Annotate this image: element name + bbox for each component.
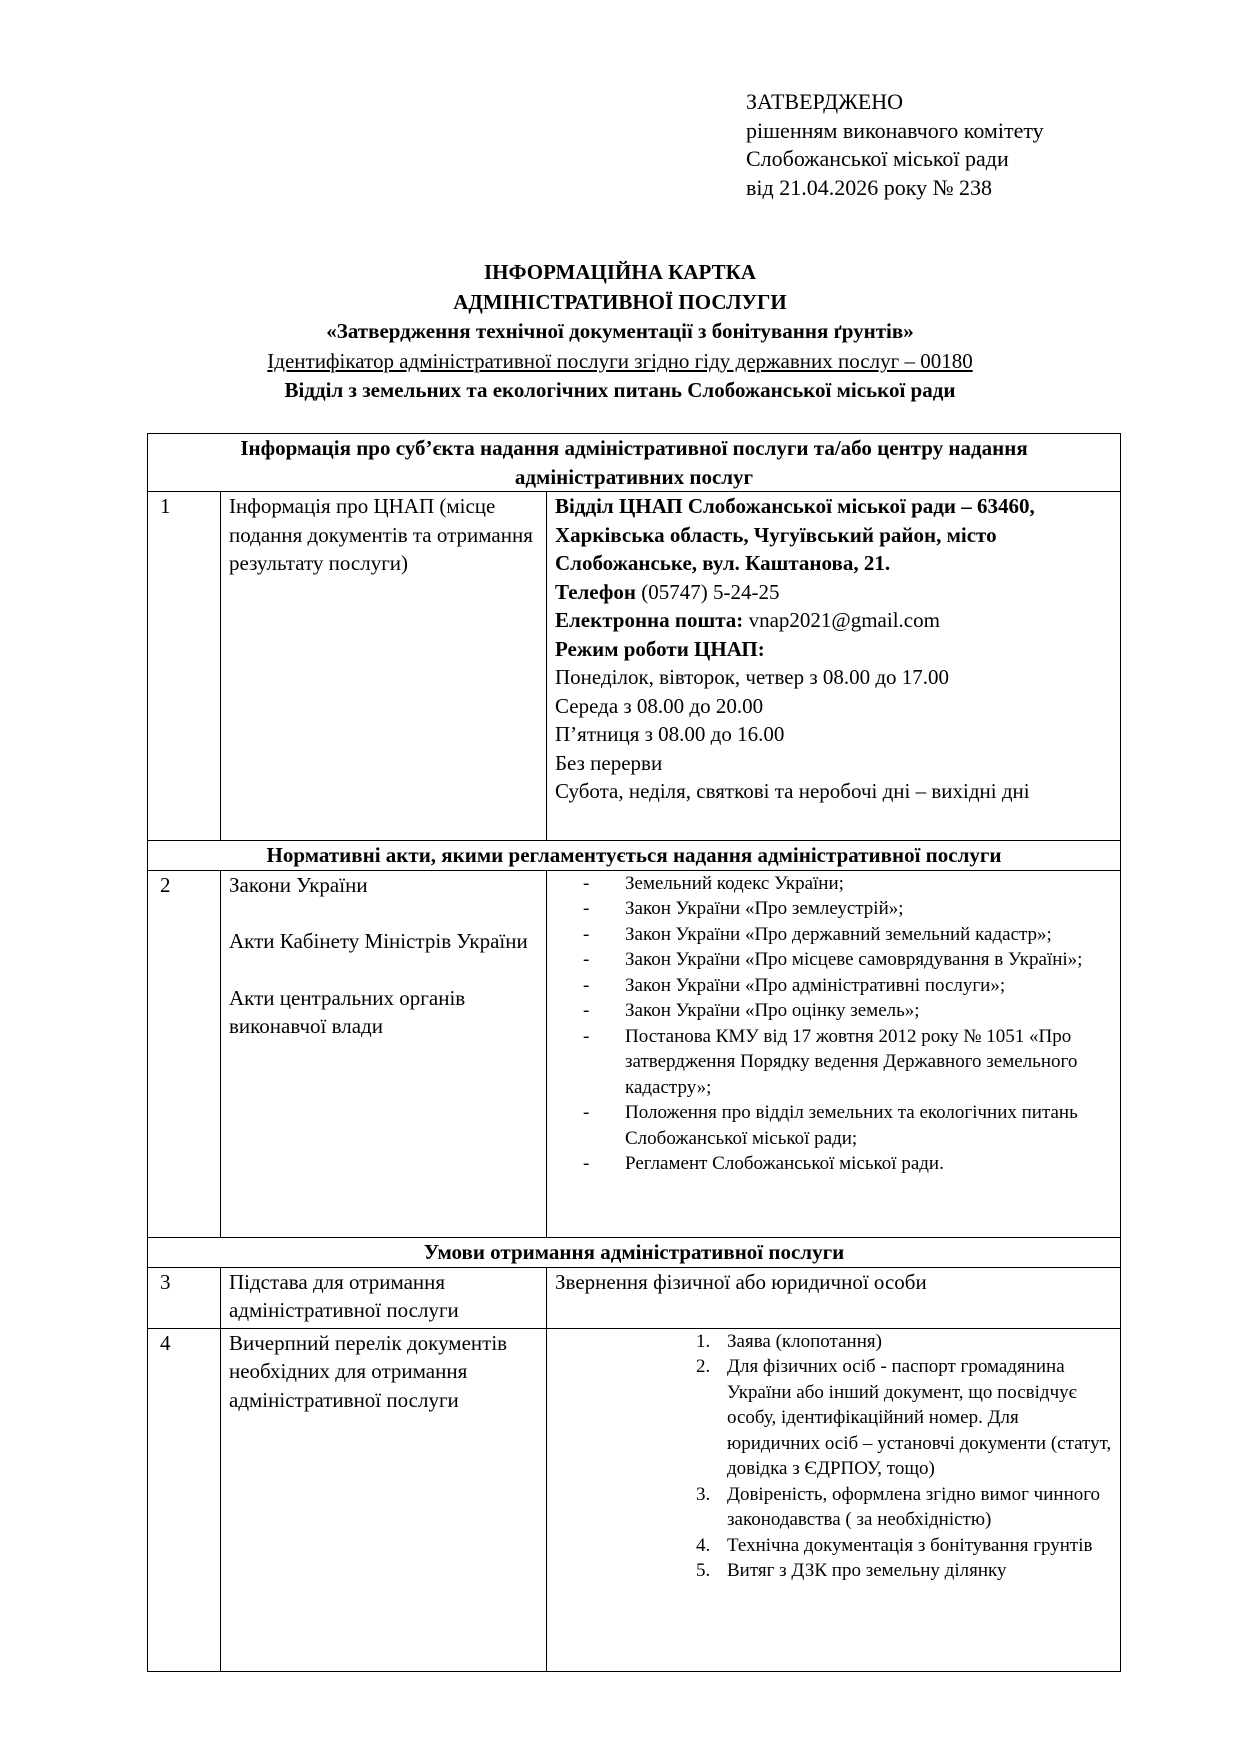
list-item: - Постанова КМУ від 17 жовтня 2012 року № 1051 «Про затвердження Порядку ведення Державного земельного кадастру»; <box>625 1024 1112 1101</box>
section-header <box>148 1237 1121 1267</box>
title: ІНФОРМАЦІЙНА КАРТКА <box>483 260 756 284</box>
phone: (05747) 5-24-25 <box>636 579 780 604</box>
info-table <box>147 433 1121 1672</box>
schedule-line: Понеділок, вівторок, четвер з 08.00 до 17.00 <box>555 665 950 689</box>
schedule-line: Субота, неділя, святкові та неробочі дні – вихідні дні <box>555 779 1030 803</box>
row-value <box>547 870 1121 1237</box>
act-category: Акти центральних органів виконавчої влади <box>229 985 466 1038</box>
schedule-line: Без перерви <box>555 750 663 775</box>
section-title: Нормативні акти, якими регламентується надання адміністративної послуги <box>148 841 1121 871</box>
subtitle: АДМІНІСТРАТИВНОЇ ПОСЛУГИ <box>453 289 787 314</box>
list-item: - Земельний кодекс України; <box>625 871 1112 897</box>
phone-label: Телефон <box>555 579 637 604</box>
row-number: 4 <box>148 1328 221 1671</box>
row-label: Інформація про ЦНАП (місце подання документів та отримання результату послуги) <box>221 492 547 841</box>
list-item: - Закон України «Про державний земельний кадастр»; <box>625 922 1112 948</box>
section-header <box>148 434 1121 492</box>
approval-stamp <box>746 88 1044 202</box>
list-item: 5. Витяг з ДЗК про земельну ділянку <box>715 1558 1112 1584</box>
list-item: 1. Заява (клопотання) <box>715 1329 1112 1355</box>
service-identifier: Ідентифікатор адміністративної послуги згідно гіду державних послуг – 00180 <box>267 348 973 373</box>
row-number: 1 <box>148 492 221 841</box>
row-value: Звернення фізичної або юридичної особи <box>547 1267 1121 1328</box>
schedule-line: П’ятниця з 08.00 до 16.00 <box>555 722 785 746</box>
cnap-address: Відділ ЦНАП Слобожанської міської ради – 63460, Харківська область, Чугуївський район, місто Слобожанське, вул. Каштанова, 21. <box>555 494 1035 575</box>
approval-line: рішенням виконавчого комітету <box>746 117 1044 143</box>
email[interactable]: vnap2021@gmail.com <box>743 608 940 632</box>
row-value <box>547 1328 1121 1671</box>
list-item: - Закон України «Про адміністративні послуги»; <box>625 973 1112 999</box>
document-header <box>0 258 1240 406</box>
department: Відділ з земельних та екологічних питань Слобожанської міської ради <box>284 378 956 402</box>
section-title: Інформація про суб’єкта надання адміністративної послуги та/або центру надання адміністративних послуг <box>148 434 1121 492</box>
row-label <box>221 870 547 1237</box>
acts-list <box>555 871 1112 1177</box>
act-category: Закони України <box>229 872 368 897</box>
service-name: «Затвердження технічної документації з бонітування ґрунтів» <box>326 319 914 343</box>
row-value <box>547 492 1121 841</box>
section-title: Умови отримання адміністративної послуги <box>148 1237 1121 1267</box>
approval-line: від 21.04.2026 року № 238 <box>746 174 993 200</box>
list-item: - Закон України «Про землеустрій»; <box>625 896 1112 922</box>
documents-list <box>555 1329 1112 1584</box>
table-row <box>148 1328 1121 1671</box>
schedule-line: Середа з 08.00 до 20.00 <box>555 693 764 718</box>
table-row <box>148 870 1121 1237</box>
row-number: 3 <box>148 1267 221 1328</box>
act-category: Акти Кабінету Міністрів України <box>229 929 528 953</box>
table-row <box>148 492 1121 841</box>
list-item: - Положення про відділ земельних та екологічних питань Слобожанської міської ради; <box>625 1100 1112 1151</box>
list-item: 2. Для фізичних осіб - паспорт громадянина України або інший документ, що посвідчує особу, ідентифікаційний номер. Для юридичних осіб – установчі документи (статут, довідка з ЄДРПОУ, тощо) <box>715 1354 1112 1482</box>
table-row <box>148 1267 1121 1328</box>
row-number: 2 <box>148 870 221 1237</box>
row-label: Підстава для отримання адміністративної послуги <box>221 1267 547 1328</box>
list-item: - Закон України «Про місцеве самоврядування в Україні»; <box>625 947 1112 973</box>
section-header <box>148 841 1121 871</box>
approval-line: Слобожанської міської ради <box>746 146 1009 171</box>
schedule-label: Режим роботи ЦНАП: <box>555 636 765 661</box>
list-item: - Регламент Слобожанської міської ради. <box>625 1151 1112 1177</box>
approval-line: ЗАТВЕРДЖЕНО <box>746 89 904 114</box>
list-item: - Закон України «Про оцінку земель»; <box>625 998 1112 1024</box>
row-label: Вичерпний перелік документів необхідних для отримання адміністративної послуги <box>221 1328 547 1671</box>
email-label: Електронна пошта: <box>555 608 744 632</box>
list-item: 4. Технічна документація з бонітування грунтів <box>715 1533 1112 1559</box>
list-item: 3. Довіреність, оформлена згідно вимог чинного законодавства ( за необхідністю) <box>715 1482 1112 1533</box>
